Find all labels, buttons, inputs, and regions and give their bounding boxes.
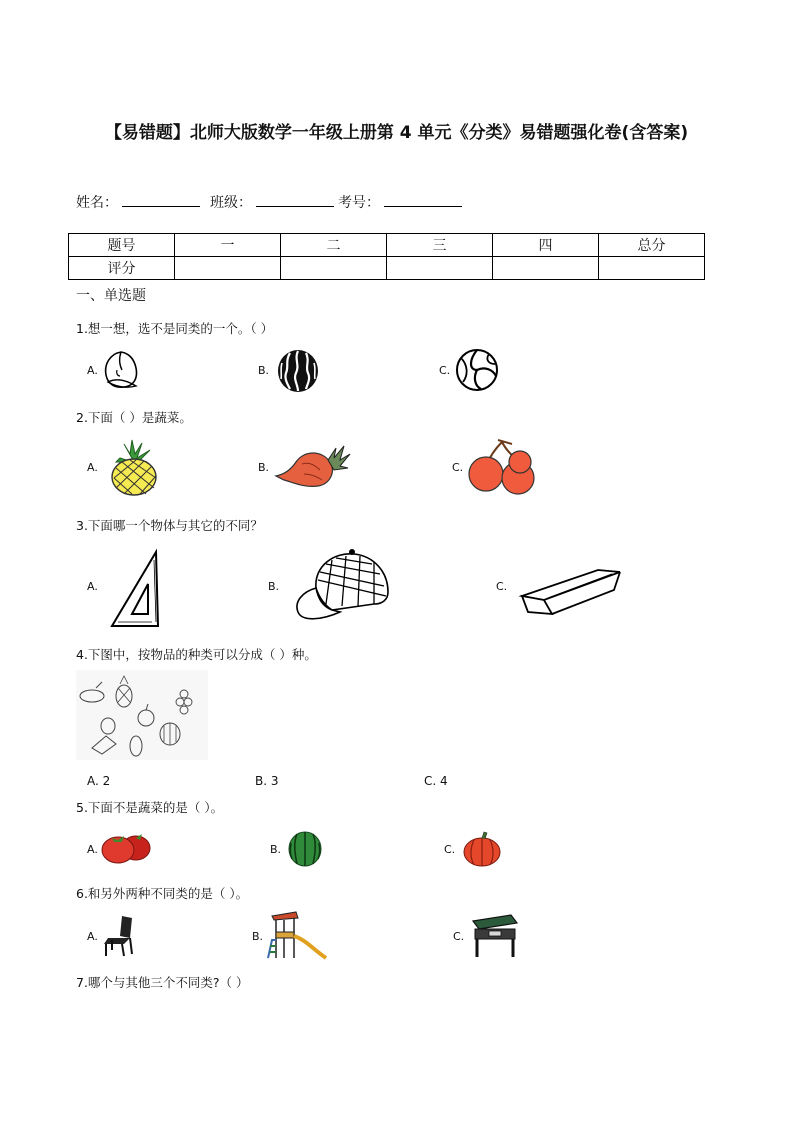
cherries-icon[interactable]	[466, 438, 542, 494]
q5-option-a-label[interactable]: A.	[87, 843, 98, 856]
q1-option-b-label[interactable]: B.	[258, 364, 270, 377]
question-5-text: 5.下面不是蔬菜的是（ ）。	[76, 800, 224, 815]
question-7-text: 7.哪个与其他三个不同类?（ ）	[76, 975, 249, 990]
q3-option-b-label[interactable]: B.	[268, 580, 280, 593]
score-table-header-row	[69, 234, 705, 257]
q2-option-c-label[interactable]: C.	[452, 461, 464, 474]
score-cell[interactable]	[175, 257, 281, 280]
objects-group-icon	[76, 670, 208, 760]
score-table	[68, 233, 705, 280]
peach-icon[interactable]	[100, 348, 142, 392]
class-field[interactable]	[256, 192, 334, 207]
q1-option-c-label[interactable]: C.	[439, 364, 451, 377]
q6-option-b-label[interactable]: B.	[252, 930, 264, 943]
page-title: 【易错题】北师大版数学一年级上册第 4 单元《分类》易错题强化卷(含答案)	[104, 123, 689, 143]
score-header-cell: 四	[493, 234, 599, 257]
question-3-text: 3.下面哪一个物体与其它的不同？	[76, 518, 263, 533]
name-label: 姓名：	[76, 195, 118, 211]
q5-option-c-label[interactable]: C.	[444, 843, 456, 856]
tomato-icon[interactable]	[100, 830, 152, 864]
score-header-cell: 题号	[69, 234, 175, 257]
score-cell[interactable]	[493, 257, 599, 280]
score-cell[interactable]	[281, 257, 387, 280]
student-info	[76, 192, 466, 212]
exam-number-label: 考号：	[338, 195, 380, 211]
playground-slide-icon[interactable]	[266, 910, 328, 962]
set-square-icon[interactable]	[108, 550, 160, 630]
score-row-label: 评分	[69, 257, 175, 280]
score-cell[interactable]	[599, 257, 705, 280]
q4-option-b[interactable]: B. 3	[255, 774, 279, 788]
table-icon[interactable]	[471, 911, 519, 959]
eraser-icon[interactable]	[518, 556, 622, 616]
q2-option-b-label[interactable]: B.	[258, 461, 270, 474]
class-label: 班级：	[210, 195, 252, 211]
volleyball-icon[interactable]	[455, 348, 499, 392]
chair-icon[interactable]	[102, 914, 138, 958]
watermelon-icon[interactable]	[287, 829, 323, 867]
question-6-text: 6.和另外两种不同类的是（ ）。	[76, 886, 249, 901]
q6-option-a-label[interactable]: A.	[87, 930, 98, 943]
score-header-cell: 一	[175, 234, 281, 257]
question-4-text: 4.下图中，按物品的种类可以分成（ ）种。	[76, 647, 317, 662]
exam-number-field[interactable]	[384, 192, 462, 207]
question-2-text: 2.下面（ ）是蔬菜。	[76, 410, 192, 425]
score-table-score-row	[69, 257, 705, 280]
radish-icon[interactable]	[274, 440, 352, 490]
score-header-cell: 三	[387, 234, 493, 257]
q2-option-a-label[interactable]: A.	[87, 461, 98, 474]
q4-option-a[interactable]: A. 2	[87, 774, 111, 788]
score-header-cell: 二	[281, 234, 387, 257]
question-1-text: 1.想一想，选不是同类的一个。（ ）	[76, 321, 274, 336]
name-field[interactable]	[122, 192, 200, 207]
watermelon-icon[interactable]	[276, 347, 320, 393]
cap-icon[interactable]	[292, 546, 392, 628]
q5-option-b-label[interactable]: B.	[270, 843, 282, 856]
score-cell[interactable]	[387, 257, 493, 280]
q4-option-c[interactable]: C. 4	[424, 774, 448, 788]
section-heading: 一、单选题	[76, 288, 146, 304]
q3-option-c-label[interactable]: C.	[496, 580, 508, 593]
q6-option-c-label[interactable]: C.	[453, 930, 465, 943]
score-header-cell: 总分	[599, 234, 705, 257]
q3-option-a-label[interactable]: A.	[87, 580, 98, 593]
pumpkin-icon[interactable]	[462, 830, 502, 868]
q1-option-a-label[interactable]: A.	[87, 364, 98, 377]
pineapple-icon[interactable]	[106, 440, 160, 496]
